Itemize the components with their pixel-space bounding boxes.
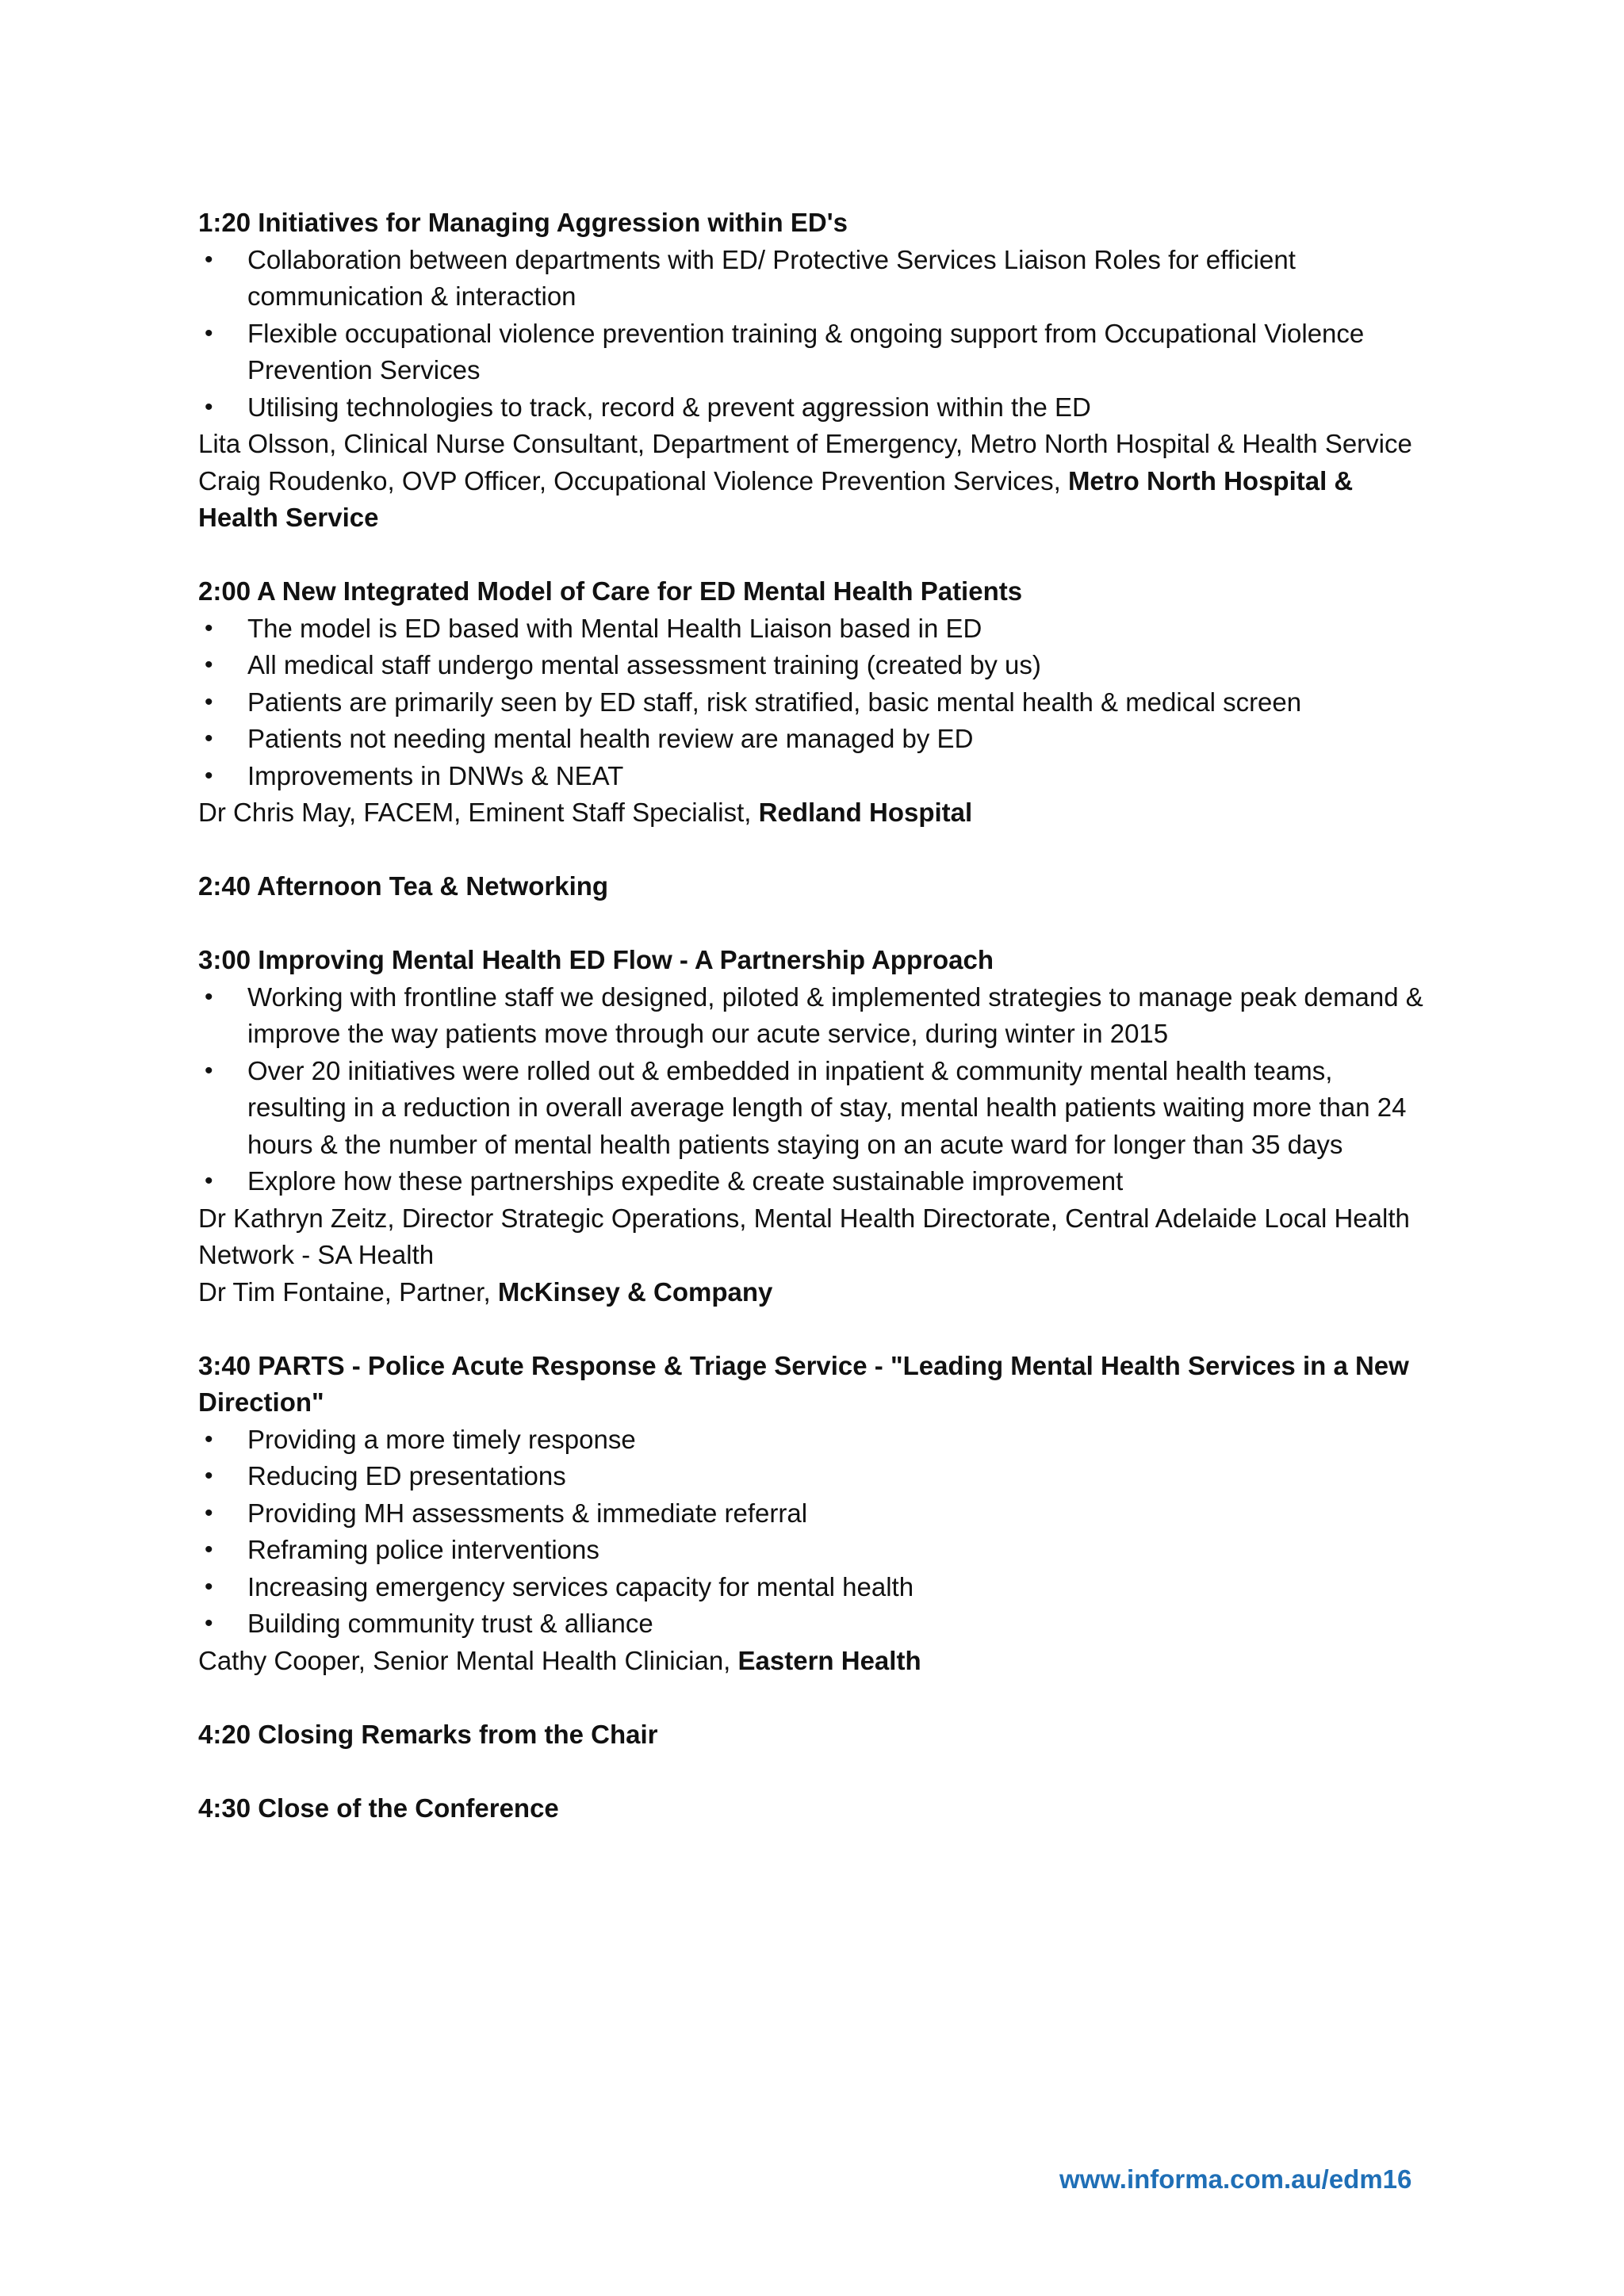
bullet-icon: •: [205, 320, 213, 346]
footer-website-link[interactable]: www.informa.com.au/edm16: [1059, 2164, 1412, 2194]
speaker-line: [198, 794, 1435, 832]
session-title: 2:00 A New Integrated Model of Care for ED Mental Health Patients: [198, 576, 1023, 606]
bullet-text: Patients are primarily seen by ED staff, risk stratified, basic mental health & medical screen: [247, 687, 1302, 717]
bullet-item: [198, 758, 1435, 795]
session-bullet-list: [198, 610, 1435, 795]
speaker-line: [198, 426, 1435, 463]
speaker-organisation: Redland Hospital: [758, 798, 973, 827]
speaker-details: Dr Chris May, FACEM, Eminent Staff Specialist,: [198, 798, 759, 827]
session-bullet-list: [198, 979, 1435, 1200]
bullet-item: [198, 1569, 1435, 1606]
bullet-item: [198, 1422, 1435, 1459]
bullet-item: [198, 1458, 1435, 1495]
bullet-item: [198, 389, 1435, 427]
bullet-item: [198, 979, 1435, 1053]
bullet-text: Reducing ED presentations: [247, 1461, 566, 1490]
bullet-item: [198, 1053, 1435, 1164]
bullet-text: Working with frontline staff we designed, piloted & implemented strategies to manage peak demand & improve the way patients move through our acute service, during winter in 2015: [247, 982, 1423, 1048]
bullet-item: [198, 610, 1435, 648]
bullet-text: Flexible occupational violence prevention training & ongoing support from Occupational Violence Prevention Services: [247, 318, 1365, 385]
bullet-text: Utilising technologies to track, record & prevent aggression within the ED: [247, 392, 1091, 422]
bullet-text: All medical staff undergo mental assessment training (created by us): [247, 650, 1041, 679]
bullet-text: The model is ED based with Mental Health Liaison based in ED: [247, 613, 982, 643]
agenda-session: [198, 942, 1435, 1311]
bullet-icon: •: [205, 614, 213, 641]
bullet-icon: •: [205, 1573, 213, 1600]
speaker-line: [198, 1643, 1435, 1680]
bullet-item: [198, 1605, 1435, 1643]
speaker-details: Cathy Cooper, Senior Mental Health Clinician,: [198, 1645, 738, 1675]
speaker-organisation: McKinsey & Company: [497, 1276, 773, 1307]
agenda-session: [198, 868, 1435, 905]
speaker-line: [198, 1200, 1435, 1274]
bullet-icon: •: [205, 1536, 213, 1563]
bullet-icon: •: [205, 1168, 213, 1194]
bullet-item: [198, 721, 1435, 758]
bullet-text: Providing a more timely response: [247, 1424, 636, 1454]
bullet-icon: •: [205, 393, 213, 420]
agenda-session: [198, 205, 1435, 537]
speaker-details: Dr Kathryn Zeitz, Director Strategic Operations, Mental Health Directorate, Central Adelaide Local Health Network - SA Health: [198, 1203, 1410, 1269]
speaker-organisation: Eastern Health: [737, 1645, 921, 1675]
speaker-details: Dr Tim Fontaine, Partner,: [198, 1276, 498, 1307]
speaker-organisation: Metro North Hospital & Health Service: [198, 465, 1354, 532]
bullet-icon: •: [205, 725, 213, 752]
session-title: 3:00 Improving Mental Health ED Flow - A Partnership Approach: [198, 945, 994, 974]
speaker-details: Craig Roudenko, OVP Officer, Occupational Violence Prevention Services,: [198, 465, 1068, 496]
bullet-text: Reframing police interventions: [247, 1535, 599, 1564]
bullet-text: Collaboration between departments with ED/ Protective Services Liaison Roles for efficient communication & interaction: [247, 244, 1296, 311]
bullet-item: [198, 1532, 1435, 1569]
agenda-session: [198, 573, 1435, 832]
bullet-item: [198, 1495, 1435, 1533]
speaker-details: Lita Olsson, Clinical Nurse Consultant, Department of Emergency, Metro North Hospital & Health Service: [198, 429, 1412, 458]
session-title: 3:40 PARTS - Police Acute Response & Triage Service - "Leading Mental Health Services in a New Direction": [198, 1350, 1409, 1417]
bullet-icon: •: [205, 246, 213, 273]
bullet-text: Over 20 initiatives were rolled out & embedded in inpatient & community mental health teams, resulting in a reduction in overall average length of stay, mental health patients waiting more than 24 hours & the number of mental health patients staying on an acute ward for longer than 35 days: [247, 1055, 1407, 1159]
session-bullet-list: [198, 242, 1435, 427]
bullet-text: Explore how these partnerships expedite & create sustainable improvement: [247, 1166, 1124, 1196]
bullet-icon: •: [205, 688, 213, 715]
bullet-text: Building community trust & alliance: [247, 1609, 653, 1638]
bullet-text: Patients not needing mental health review are managed by ED: [247, 724, 974, 753]
agenda-session: [198, 1790, 1435, 1827]
agenda-session: [198, 1716, 1435, 1754]
bullet-item: [198, 316, 1435, 389]
session-title: 4:30 Close of the Conference: [198, 1793, 559, 1823]
speaker-line: [198, 463, 1435, 537]
session-title: 1:20 Initiatives for Managing Aggression within ED's: [198, 208, 848, 237]
bullet-icon: •: [205, 762, 213, 789]
bullet-item: [198, 1163, 1435, 1200]
agenda-content: [198, 205, 1435, 1864]
session-title: 2:40 Afternoon Tea & Networking: [198, 871, 609, 901]
bullet-icon: •: [205, 1499, 213, 1526]
bullet-icon: •: [205, 1610, 213, 1636]
bullet-text: Increasing emergency services capacity for mental health: [247, 1571, 914, 1601]
bullet-text: Providing MH assessments & immediate referral: [247, 1498, 808, 1528]
bullet-icon: •: [205, 1057, 213, 1084]
bullet-icon: •: [205, 1425, 213, 1452]
session-title: 4:20 Closing Remarks from the Chair: [198, 1719, 658, 1749]
agenda-session: [198, 1348, 1435, 1680]
bullet-item: [198, 684, 1435, 721]
bullet-icon: •: [205, 1463, 213, 1489]
bullet-text: Improvements in DNWs & NEAT: [247, 760, 624, 790]
bullet-item: [198, 242, 1435, 316]
speaker-line: [198, 1274, 1435, 1311]
session-bullet-list: [198, 1422, 1435, 1643]
bullet-icon: •: [205, 652, 213, 678]
bullet-icon: •: [205, 983, 213, 1010]
bullet-item: [198, 647, 1435, 684]
